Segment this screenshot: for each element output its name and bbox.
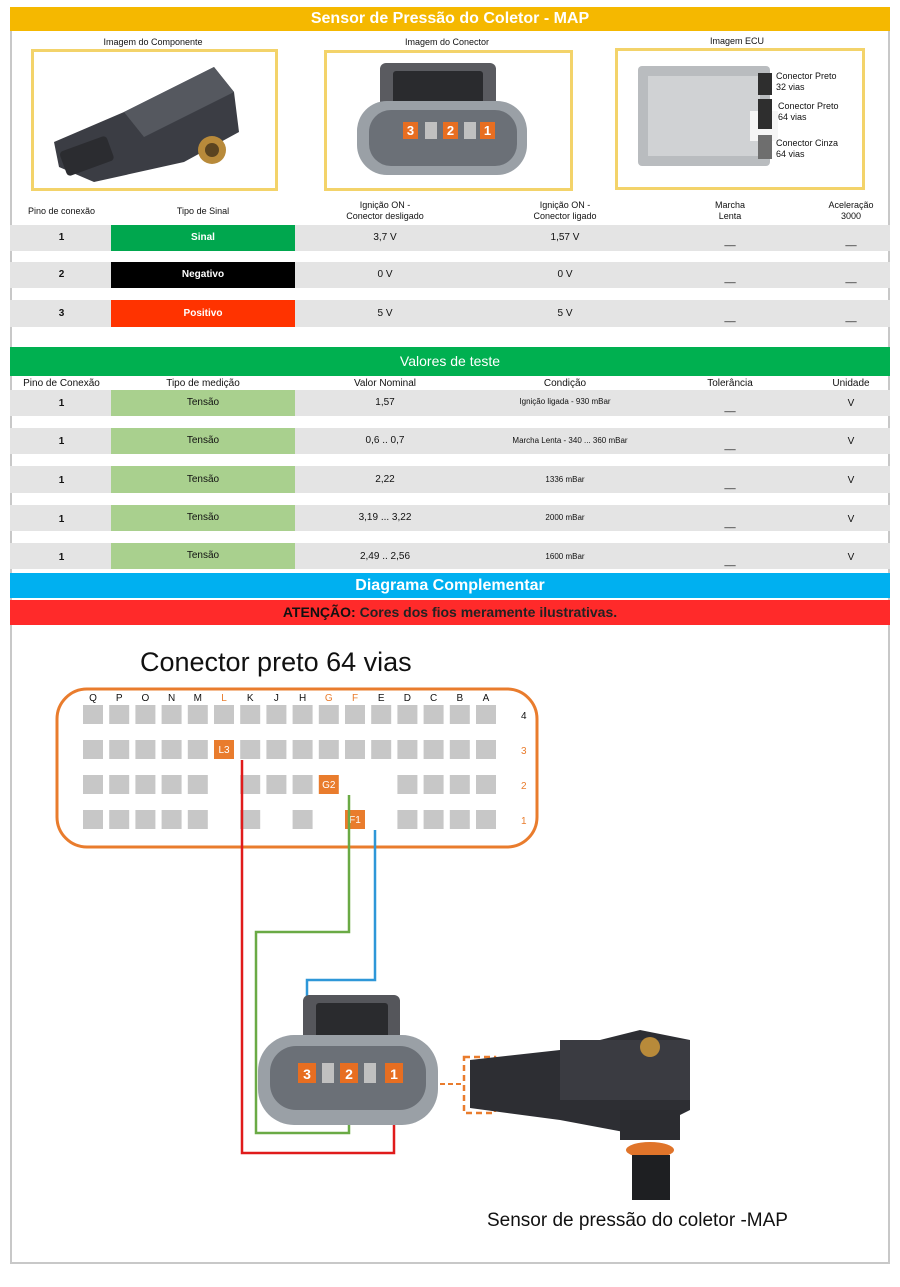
test-row-2-unit: V	[847, 436, 855, 447]
signal-header-type: Tipo de Sinal	[176, 206, 230, 216]
pin-m1	[188, 810, 208, 829]
pin-q4	[83, 705, 103, 724]
test-row-1-type: Tensão	[111, 390, 295, 416]
test-row-4-type: Tensão	[111, 505, 295, 531]
signal-row-2-pin: 2	[58, 269, 65, 280]
signal-row-1-accel: __	[845, 236, 857, 247]
column-label-j: J	[273, 693, 279, 704]
pin-p4	[109, 705, 129, 724]
pin-p1	[109, 810, 129, 829]
row-label-2: 2	[521, 781, 527, 792]
signal-header-accel: Aceleração 3000	[828, 200, 874, 221]
pin-m4	[188, 705, 208, 724]
row-label-4: 4	[521, 711, 527, 722]
signal-header-idle: Marcha Lenta	[714, 200, 745, 221]
test-row-3-type: Tensão	[111, 466, 295, 493]
connector-photo-pin-2: 2	[446, 123, 455, 138]
signal-row-2-idle: __	[724, 273, 736, 284]
signal-header-ign-on: Ignição ON - Conector ligado	[533, 200, 597, 221]
test-row-3-pin: 1	[58, 475, 65, 486]
pin-o4	[135, 705, 155, 724]
pin-b1	[450, 810, 470, 829]
test-row-5-pin: 1	[58, 552, 65, 563]
pin-n1	[162, 810, 182, 829]
ecu-row-labels	[521, 711, 527, 827]
test-row-5-tolerance: __	[724, 556, 736, 567]
column-label-f: F	[351, 693, 359, 704]
ecu-column-labels	[89, 693, 490, 704]
pin-n3	[162, 740, 182, 759]
row-label-3: 3	[521, 746, 527, 757]
row-label-1: 1	[521, 816, 527, 827]
pin-m2	[188, 775, 208, 794]
pin-c1	[424, 810, 444, 829]
pin-f3	[345, 740, 365, 759]
pin-h4	[293, 705, 313, 724]
column-label-m: M	[193, 693, 202, 704]
test-row-2-type: Tensão	[111, 428, 295, 454]
pin-k4	[240, 705, 260, 724]
pin-c2	[424, 775, 444, 794]
pin-o1	[135, 810, 155, 829]
map-sensor-body	[470, 1030, 690, 1200]
sensor-connector	[258, 995, 438, 1125]
test-row-2-condition: Marcha Lenta - 340 ... 360 mBar	[512, 436, 628, 445]
signal-row-3-idle: __	[724, 312, 736, 323]
signal-header-ign-off: Ignição ON - Conector desligado	[346, 200, 424, 221]
column-label-e: E	[377, 693, 385, 704]
test-row-5-type: Tensão	[111, 543, 295, 569]
pin-d2	[397, 775, 417, 794]
pin-e4	[371, 705, 391, 724]
test-row-4-unit: V	[847, 514, 855, 525]
pin-j2	[266, 775, 286, 794]
diagram-title: Diagrama Complementar	[10, 573, 890, 598]
pin-a3	[476, 740, 496, 759]
pin-o2	[135, 775, 155, 794]
test-header-condition: Condição	[543, 378, 587, 389]
signal-row-2-type: Negativo	[111, 262, 295, 288]
pin-b2	[450, 775, 470, 794]
pin-m3	[188, 740, 208, 759]
signal-row-3-ign-off: 5 V	[377, 308, 393, 319]
connector-photo-pin-3: 3	[406, 123, 415, 138]
pin-d4	[397, 705, 417, 724]
sensor-pin-2: 2	[345, 1066, 353, 1082]
pin-n2	[162, 775, 182, 794]
pin-p3	[109, 740, 129, 759]
test-row-4-condition: 2000 mBar	[545, 513, 585, 522]
pin-f4	[345, 705, 365, 724]
pin-p2	[109, 775, 129, 794]
ecu-label-black-32: Conector Preto 32 vias	[776, 71, 837, 92]
test-row-4-nominal: 3,19 ... 3,22	[358, 512, 412, 523]
column-label-c: C	[429, 693, 438, 704]
column-label-q: Q	[89, 693, 97, 704]
signal-row-2-accel: __	[845, 273, 857, 284]
signal-row-1-ign-off: 3,7 V	[373, 232, 397, 243]
test-row-4-pin: 1	[58, 514, 65, 525]
test-row-3-condition: 1336 mBar	[545, 475, 585, 484]
pin-h2	[293, 775, 313, 794]
test-row-5-nominal: 2,49 .. 2,56	[359, 551, 411, 562]
test-header-type: Tipo de medição	[166, 378, 240, 389]
pin-g3	[319, 740, 339, 759]
test-row-2-tolerance: __	[724, 440, 736, 451]
pin-a1	[476, 810, 496, 829]
column-label-h: H	[298, 693, 307, 704]
test-row-4-tolerance: __	[724, 518, 736, 529]
test-row-1-tolerance: __	[724, 402, 736, 413]
pin-c3	[424, 740, 444, 759]
pin-l4	[214, 705, 234, 724]
sensor-caption: Sensor de pressão do coletor -MAP	[487, 1210, 788, 1231]
signal-row-3-ign-on: 5 V	[557, 308, 573, 319]
column-label-k: K	[246, 693, 254, 704]
column-label-d: D	[403, 693, 412, 704]
signal-row-3-pin: 3	[58, 308, 65, 319]
signal-row-3-accel: __	[845, 312, 857, 323]
ecu-label-grey-64: Conector Cinza 64 vias	[776, 138, 839, 159]
column-label-o: O	[141, 693, 150, 704]
signal-row-3-type: Positivo	[111, 300, 295, 327]
pin-label-l3: L3	[218, 745, 230, 756]
test-row-3-unit: V	[847, 475, 855, 486]
warning-label: ATENÇÃO:	[282, 604, 356, 620]
test-header-tolerance: Tolerância	[707, 378, 753, 389]
signal-row-2-ign-off: 0 V	[377, 269, 393, 280]
pin-q3	[83, 740, 103, 759]
pin-label-f1: F1	[349, 815, 361, 826]
pin-g4	[319, 705, 339, 724]
test-row-1-unit: V	[847, 398, 855, 409]
connector-photo-pin-1: 1	[483, 123, 492, 138]
test-row-1-nominal: 1,57	[375, 397, 395, 408]
sensor-pin-1: 1	[390, 1066, 398, 1082]
test-row-2-nominal: 0,6 .. 0,7	[365, 435, 405, 446]
signal-row-2-ign-on: 0 V	[557, 269, 573, 280]
pin-o3	[135, 740, 155, 759]
column-label-n: N	[167, 693, 176, 704]
test-values-title: Valores de teste	[10, 347, 890, 376]
test-row-5-condition: 1600 mBar	[545, 552, 585, 561]
test-header-unit: Unidade	[832, 378, 870, 389]
pin-n4	[162, 705, 182, 724]
column-label-p: P	[115, 693, 123, 704]
signal-row-1-ign-on: 1,57 V	[550, 232, 580, 243]
pin-k3	[240, 740, 260, 759]
test-row-3-nominal: 2,22	[375, 474, 395, 485]
column-label-l: L	[221, 693, 227, 704]
pin-j3	[266, 740, 286, 759]
signal-row-1-idle: __	[724, 236, 736, 247]
pin-d1	[397, 810, 417, 829]
ecu-image-caption: Imagem ECU	[709, 36, 764, 46]
component-image-caption: Imagem do Componente	[103, 37, 203, 47]
pin-a2	[476, 775, 496, 794]
pin-q2	[83, 775, 103, 794]
pin-d3	[397, 740, 417, 759]
pin-b3	[450, 740, 470, 759]
connector-title: Conector preto 64 vias	[140, 647, 412, 677]
pin-c4	[424, 705, 444, 724]
test-header-pin: Pino de Conexão	[23, 378, 100, 389]
page-title: Sensor de Pressão do Coletor - MAP	[10, 7, 890, 31]
column-label-b: B	[456, 693, 464, 704]
connector-image-caption: Imagem do Conector	[404, 37, 490, 47]
pin-e3	[371, 740, 391, 759]
signal-header-pin: Pino de conexão	[27, 206, 96, 216]
pin-h3	[293, 740, 313, 759]
test-row-5-unit: V	[847, 552, 855, 563]
ecu-label-black-64: Conector Preto 64 vias	[778, 101, 839, 122]
pin-h1	[293, 810, 313, 829]
warning-text: Cores dos fios meramente ilustrativas.	[355, 604, 618, 620]
pin-label-g2: G2	[322, 780, 336, 791]
column-label-g: G	[324, 693, 333, 704]
test-header-nominal: Valor Nominal	[353, 378, 417, 389]
test-row-1-condition: Ignição ligada - 930 mBar	[519, 397, 611, 406]
signal-row-1-type: Sinal	[111, 225, 295, 251]
ecu-pin-grid	[83, 705, 496, 829]
sensor-pin-3: 3	[303, 1066, 311, 1082]
column-label-a: A	[482, 693, 490, 704]
pin-b4	[450, 705, 470, 724]
test-row-3-tolerance: __	[724, 479, 736, 490]
test-row-2-pin: 1	[58, 436, 65, 447]
test-row-1-pin: 1	[58, 398, 65, 409]
pin-j4	[266, 705, 286, 724]
pin-a4	[476, 705, 496, 724]
pin-q1	[83, 810, 103, 829]
signal-row-1-pin: 1	[58, 232, 65, 243]
